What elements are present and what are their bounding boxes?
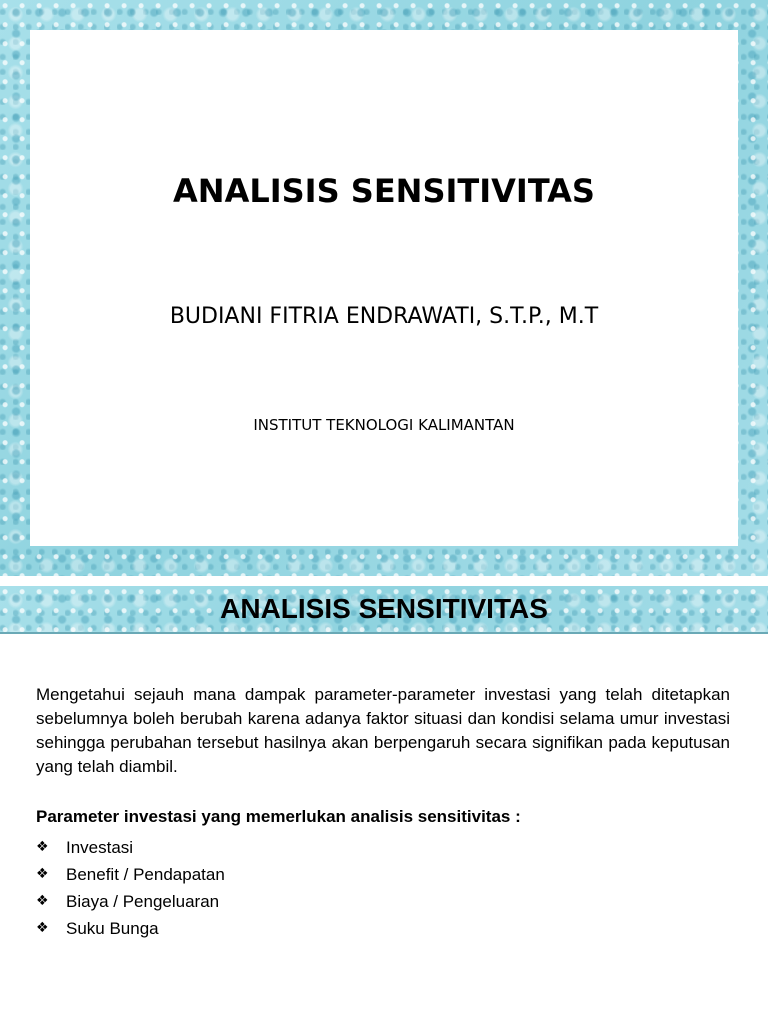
list-item [36, 915, 225, 942]
diamond-bullet-icon: ❖ [36, 839, 49, 855]
slide-title: ANALISIS SENSITIVITAS [173, 172, 595, 210]
content-slide [0, 576, 768, 1024]
diamond-bullet-icon: ❖ [36, 893, 49, 909]
parameters-list [36, 834, 225, 942]
list-item [36, 834, 225, 861]
diamond-bullet-icon: ❖ [36, 920, 49, 936]
diamond-bullet-icon: ❖ [36, 866, 49, 882]
list-item-label: Biaya / Pengeluaran [66, 892, 220, 911]
content-slide-header [0, 586, 768, 632]
header-rule [0, 632, 768, 634]
content-slide-title: ANALISIS SENSITIVITAS [220, 593, 548, 624]
list-item-label: Benefit / Pendapatan [66, 865, 225, 884]
definition-paragraph: Mengetahui sejauh mana dampak parameter-parameter investasi yang telah ditetapkan sebelumnya boleh berubah karena adanya faktor situasi dan kondisi selama umur investasi sehingga perubahan tersebut hasilnya akan berpengaruh secara signifikan pada keputusan yang telah diambil. [36, 685, 730, 776]
institution-name: INSTITUT TEKNOLOGI KALIMANTAN [253, 416, 515, 434]
list-item-label: Suku Bunga [66, 919, 159, 938]
list-item [36, 861, 225, 888]
title-slide-panel [30, 30, 738, 546]
list-item-label: Investasi [66, 838, 134, 857]
parameters-subheading: Parameter investasi yang memerlukan analisis sensitivitas : [36, 807, 521, 826]
list-item [36, 888, 225, 915]
author-name: BUDIANI FITRIA ENDRAWATI, S.T.P., M.T [169, 304, 599, 329]
